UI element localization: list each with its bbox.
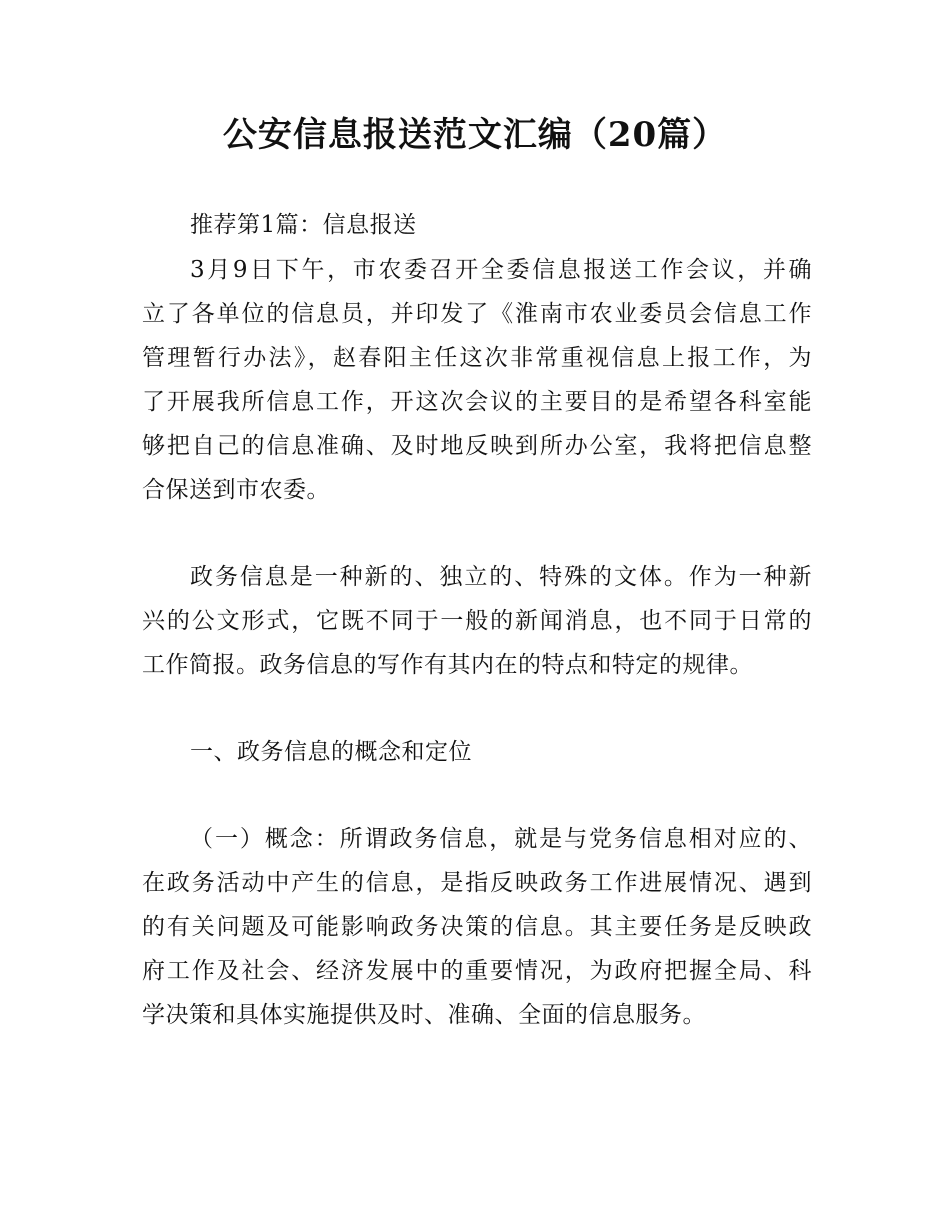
document-title: 公安信息报送范文汇编（20篇） [222,115,728,155]
paragraph-line: （一）概念：所谓政务信息，就是与党务信息相对应的、 [190,826,812,852]
paragraph-line: 合保送到市农委。 [142,477,330,503]
paragraph-line: 够把自己的信息准确、及时地反映到所办公室，我将把信息整 [142,433,812,459]
paragraph-line: 学决策和具体实施提供及时、准确、全面的信息服务。 [142,1002,706,1028]
section-heading: 一、政务信息的概念和定位 [190,739,472,765]
section-heading: 推荐第1篇：信息报送 [190,212,417,238]
paragraph-line: 工作简报。政务信息的写作有其内在的特点和特定的规律。 [142,652,753,678]
paragraph-line: 3月9日下午，市农委召开全委信息报送工作会议，并确 [190,257,812,283]
paragraph-line: 立了各单位的信息员，并印发了《淮南市农业委员会信息工作 [142,301,812,327]
paragraph-line: 政务信息是一种新的、独立的、特殊的文体。作为一种新 [190,564,812,590]
paragraph-line: 兴的公文形式，它既不同于一般的新闻消息，也不同于日常的 [142,608,812,634]
paragraph-line: 的有关问题及可能影响政务决策的信息。其主要任务是反映政 [142,914,812,940]
paragraph-line: 在政务活动中产生的信息，是指反映政务工作进展情况、遇到 [142,870,812,896]
paragraph-line: 了开展我所信息工作，开这次会议的主要目的是希望各科室能 [142,389,812,415]
paragraph-line: 府工作及社会、经济发展中的重要情况，为政府把握全局、科 [142,958,812,984]
paragraph-line: 管理暂行办法》，赵春阳主任这次非常重视信息上报工作，为 [142,345,812,371]
